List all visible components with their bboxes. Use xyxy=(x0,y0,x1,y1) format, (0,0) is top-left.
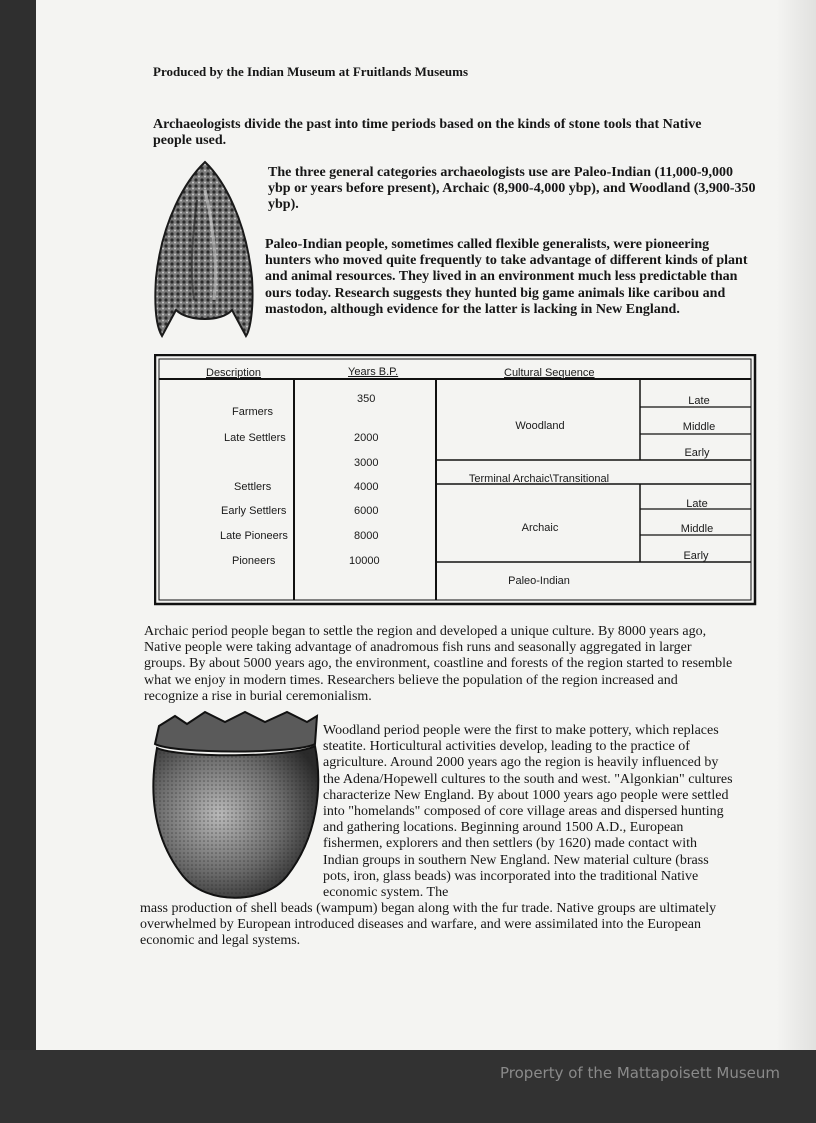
col-header-description: Description xyxy=(206,367,262,379)
paleo-paragraph: Paleo-Indian people, sometimes called flexible generalists, were pioneering hunters who moved quite frequently to take advantage of different kinds of plant and animal resources. They lived in an environment much less predictable than ours today. Research suggests they hunted big game animals like caribou and mastodon, although evidence for the latter is lacking in New England. xyxy=(265,237,748,317)
year-6000: 6000 xyxy=(354,505,379,517)
desc-late-settlers: Late Settlers xyxy=(224,432,286,444)
desc-farmers: Farmers xyxy=(232,406,273,418)
archaic-paragraph: Archaic period people began to settle the region and developed a unique culture. By 8000 years ago, Native people were taking advantage of anadromous fish runs and seasonally aggregated in larger groups. By about 5000 years ago, the environment, coastline and forests of the region started to resemble what we enjoy in modern times. Researchers believe the population of the region increased and recognize a rise in burial ceremonialism. xyxy=(144,624,733,704)
year-10000: 10000 xyxy=(349,555,380,567)
table-grid xyxy=(154,354,757,606)
year-2000: 2000 xyxy=(354,432,379,444)
timeline-table xyxy=(154,354,757,606)
desc-early-settlers: Early Settlers xyxy=(221,505,287,517)
archaic-late: Late xyxy=(686,498,708,510)
year-3000: 3000 xyxy=(354,457,379,469)
archaic-early: Early xyxy=(683,550,709,562)
woodland-paragraph: Woodland period people were the first to make pottery, which replaces steatite. Horticultural activities develop, leading to the practice of agriculture. Around 2000 years ago the region is heavily influenced by the Adena/Hopewell cultures to the south and west. "Algonkian" cultures characterize New England. By about 1000 years ago people were settled into "homelands" composed of core village areas and dispersed hunting and gathering locations. Beginning around 1500 A.D., European fishermen, explorers and then settlers (by 1620) made contact with Indian groups in southern New England. New material culture (brass pots, iron, glass beads) was incorporated into the traditional Native economic system. The xyxy=(323,723,733,901)
woodland-early: Early xyxy=(684,447,710,459)
header-credit: Produced by the Indian Museum at Fruitlands Museums xyxy=(153,64,469,79)
period-transitional: Terminal Archaic\Transitional xyxy=(468,473,610,485)
scan-background-strip xyxy=(0,1050,816,1123)
projectile-point-image xyxy=(152,160,258,338)
desc-late-pioneers: Late Pioneers xyxy=(220,530,288,542)
pottery-vessel-image xyxy=(147,708,322,908)
period-woodland: Woodland xyxy=(515,420,565,432)
woodland-late: Late xyxy=(688,395,710,407)
intro-paragraph: Archaeologists divide the past into time periods based on the kinds of stone tools that Native people used. xyxy=(153,117,702,149)
desc-settlers: Settlers xyxy=(234,481,272,493)
period-archaic: Archaic xyxy=(521,522,559,534)
watermark-text: Property of the Mattapoisett Museum xyxy=(500,1064,780,1082)
woodland-continued-paragraph: mass production of shell beads (wampum) began along with the fur trade. Native groups are ultimately overwhelmed by European introduced diseases and warfare, and were assimilated into the European economic and legal systems. xyxy=(140,901,717,949)
categories-paragraph: The three general categories archaeologists use are Paleo-Indian (11,000-9,000 ybp or years before present), Archaic (8,900-4,000 ybp), and Woodland (3,900-350 ybp). xyxy=(268,165,756,213)
woodland-middle: Middle xyxy=(682,421,716,433)
col-header-years: Years B.P. xyxy=(348,366,399,378)
desc-pioneers: Pioneers xyxy=(232,555,276,567)
col-header-cultural: Cultural Sequence xyxy=(504,367,595,379)
year-8000: 8000 xyxy=(354,530,379,542)
year-4000: 4000 xyxy=(354,481,379,493)
period-paleo-indian: Paleo-Indian xyxy=(508,575,570,587)
archaic-middle: Middle xyxy=(680,523,714,535)
year-350: 350 xyxy=(357,393,376,405)
